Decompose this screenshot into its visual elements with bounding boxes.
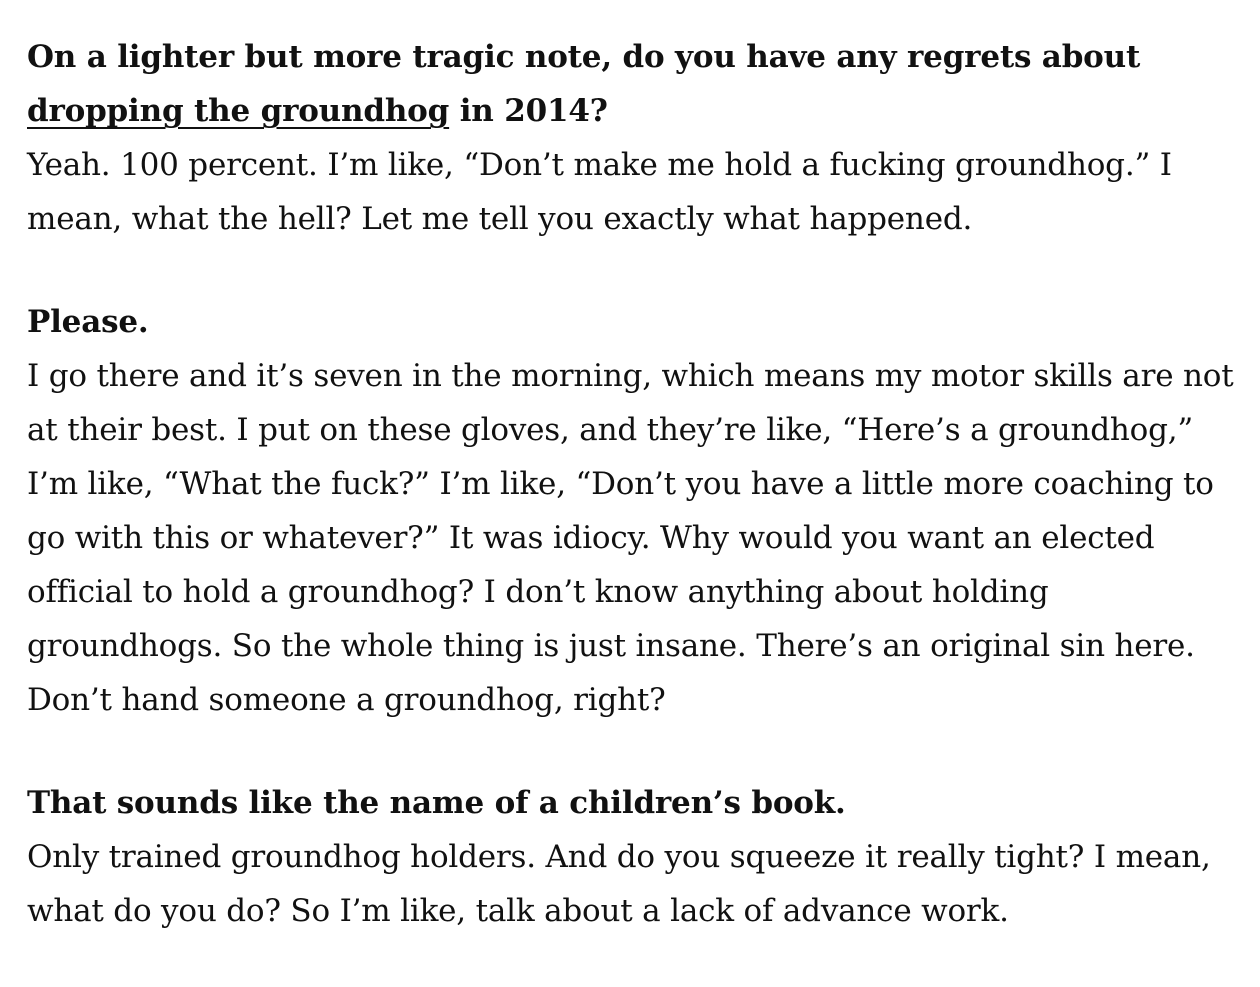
question	[27, 30, 1242, 138]
answer: Only trained groundhog holders. And do you squeeze it really tight? I mean, what do you do? So I’m like, talk about a lack of advance work.	[27, 839, 1211, 929]
answer: Yeah. 100 percent. I’m like, “Don’t make me hold a fucking groundhog.” I mean, what the hell? Let me tell you exactly what happened.	[27, 147, 1172, 237]
qa-block-1	[27, 30, 1242, 246]
question: That sounds like the name of a children’s book.	[27, 785, 846, 821]
article-body	[27, 30, 1242, 987]
question-text: in 2014?	[449, 93, 608, 129]
answer: I go there and it’s seven in the morning, which means my motor skills are not at their best. I put on these gloves, and they’re like, “Here’s a groundhog,” I’m like, “What the fuck?” I’m like, “Don’t you have a little more coaching to go with this or whatever?” It was idiocy. Why would you want an elected official to hold a groundhog? I don’t know anything about holding groundhogs. So the whole thing is just insane. There’s an original sin here. Don’t hand someone a groundhog, right?	[27, 358, 1234, 718]
qa-block-2	[27, 295, 1242, 727]
question: Please.	[27, 304, 149, 340]
question-text: On a lighter but more tragic note, do you have any regrets about	[27, 39, 1141, 75]
qa-block-3	[27, 776, 1242, 938]
groundhog-link[interactable]: dropping the groundhog	[27, 93, 450, 129]
